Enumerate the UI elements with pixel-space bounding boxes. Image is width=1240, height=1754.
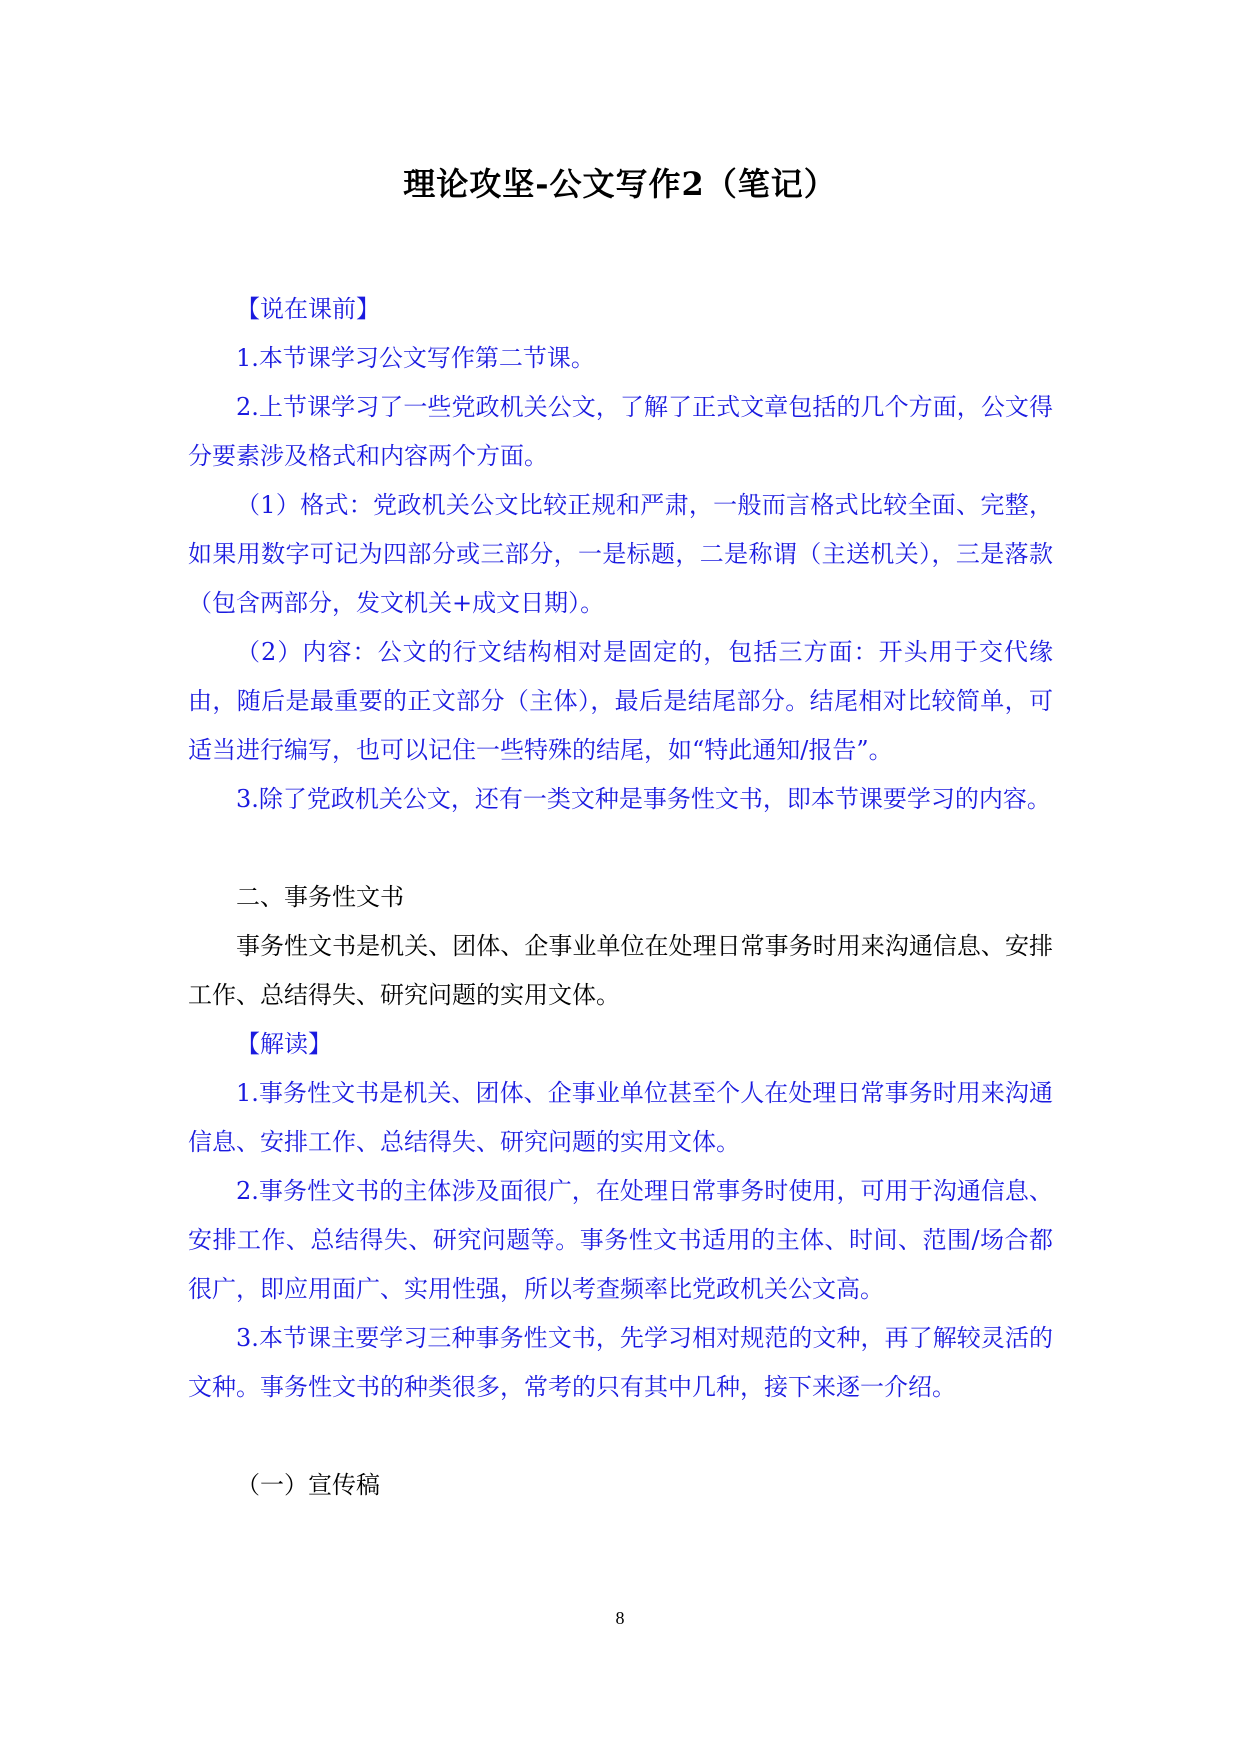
section-spacer xyxy=(188,1412,1053,1461)
intro-paragraph-5: 3.除了党政机关公文，还有一类文种是事务性文书，即本节课要学习的内容。 xyxy=(236,785,1051,813)
section-definition: 事务性文书是机关、团体、企事业单位在处理日常事务时用来沟通信息、安排工作、总结得失、研究问题的实用文体。 xyxy=(188,932,1053,1009)
page-title: 理论攻坚-公文写作2（笔记） xyxy=(403,165,837,203)
intro-heading: 【说在课前】 xyxy=(236,295,380,323)
interpret-heading: 【解读】 xyxy=(236,1030,332,1058)
interpret-paragraph-3: 3.本节课主要学习三种事务性文书，先学习相对规范的文种，再了解较灵活的文种。事务性文书的种类很多，常考的只有其中几种，接下来逐一介绍。 xyxy=(188,1324,1053,1401)
intro-paragraph-3: （1）格式：党政机关公文比较正规和严肃，一般而言格式比较全面、完整，如果用数字可记为四部分或三部分，一是标题，二是称谓（主送机关），三是落款（包含两部分，发文机关+成文日期）。 xyxy=(188,491,1053,617)
interpret-paragraph-2: 2.事务性文书的主体涉及面很广，在处理日常事务时使用，可用于沟通信息、安排工作、总结得失、研究问题等。事务性文书适用的主体、时间、范围/场合都很广，即应用面广、实用性强，所以考查频率比党政机关公文高。 xyxy=(188,1177,1053,1303)
intro-paragraph-4: （2）内容：公文的行文结构相对是固定的，包括三方面：开头用于交代缘由，随后是最重要的正文部分（主体），最后是结尾部分。结尾相对比较简单，可适当进行编写，也可以记住一些特殊的结尾，如“特此通知/报告”。 xyxy=(188,638,1053,764)
document-body xyxy=(188,285,1053,1510)
interpret-paragraph-1: 1.事务性文书是机关、团体、企事业单位甚至个人在处理日常事务时用来沟通信息、安排工作、总结得失、研究问题的实用文体。 xyxy=(188,1079,1053,1156)
intro-paragraph-2: 2.上节课学习了一些党政机关公文，了解了正式文章包括的几个方面，公文得分要素涉及格式和内容两个方面。 xyxy=(188,393,1053,470)
section-spacer xyxy=(188,824,1053,873)
subsection-heading: （一）宣传稿 xyxy=(236,1471,380,1499)
section-heading: 二、事务性文书 xyxy=(236,883,404,911)
page-number: 8 xyxy=(615,1608,625,1628)
intro-paragraph-1: 1.本节课学习公文写作第二节课。 xyxy=(236,344,595,372)
